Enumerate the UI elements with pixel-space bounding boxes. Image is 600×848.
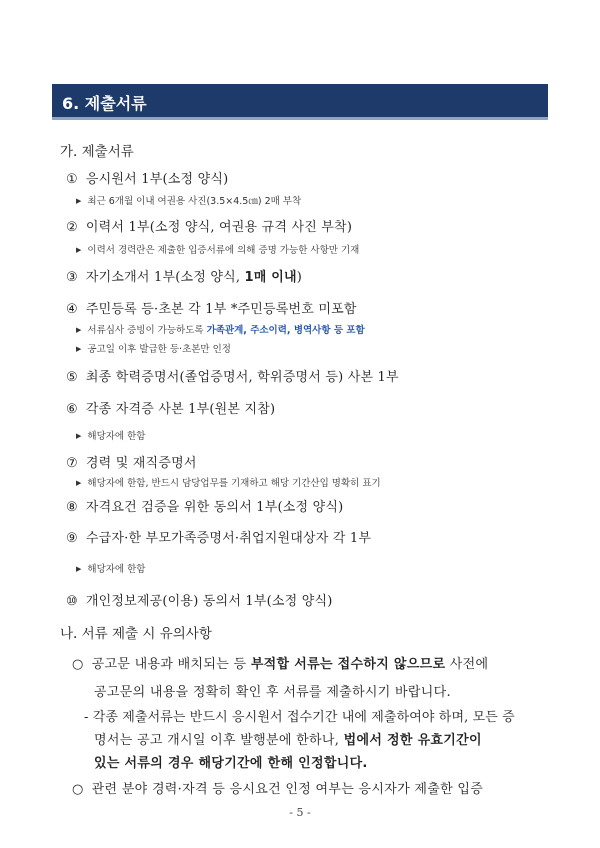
note xyxy=(76,341,231,355)
note-text: 해당자에 한함 xyxy=(87,564,146,575)
note-text: 해당자에 한함, 반드시 담당업무를 기재하고 해당 기간산입 명확히 표기 xyxy=(87,478,381,489)
para-line: 공고문의 내용을 정확히 확인 후 서류를 제출하시기 바랍니다. xyxy=(94,685,451,700)
note xyxy=(76,561,145,575)
item-number: ② xyxy=(66,220,78,235)
item-text: 경력 및 재직증명서 xyxy=(85,456,197,471)
note-text: 이력서 경력란은 제출한 입증서류에 의해 증명 가능한 사항만 기재 xyxy=(87,245,360,256)
list-item xyxy=(66,266,302,285)
bullet-paragraph xyxy=(72,653,488,672)
triangle-bullet-icon: ▶ xyxy=(76,197,82,205)
part-b-heading: 나. 서류 제출 시 유의사항 xyxy=(60,626,212,642)
item-text: 자격요건 검증을 위한 동의서 1부(소정 양식) xyxy=(85,500,344,515)
item-number: ⑧ xyxy=(66,500,78,515)
para-text: 사전에 xyxy=(445,657,489,672)
item-number: ⑨ xyxy=(66,531,78,546)
item-number: ③ xyxy=(66,270,78,285)
item-text: 각종 자격증 사본 1부(원본 지참) xyxy=(85,402,276,417)
item-text: 응시원서 1부(소정 양식) xyxy=(85,172,229,187)
list-item xyxy=(66,590,333,609)
circle-bullet-icon: ○ xyxy=(72,782,84,797)
triangle-bullet-icon: ▶ xyxy=(76,246,82,254)
item-text: 수급자·한 부모가족증명서·취업지원대상자 각 1부 xyxy=(85,531,372,546)
dash-line-bold: 있는 서류의 경우 해당기간에 한해 인정합니다. xyxy=(94,756,368,771)
item-number: ① xyxy=(66,172,78,187)
item-number: ⑦ xyxy=(66,456,78,471)
item-number: ④ xyxy=(66,302,78,317)
item-text: 개인정보제공(이용) 동의서 1부(소정 양식) xyxy=(85,594,333,609)
note xyxy=(76,242,359,256)
list-item xyxy=(66,452,197,471)
para-emphasis: 부적합 서류는 접수하지 않으므로 xyxy=(250,657,446,672)
triangle-bullet-icon: ▶ xyxy=(76,479,82,487)
note xyxy=(76,322,365,336)
triangle-bullet-icon: ▶ xyxy=(76,326,82,334)
page-number: - 5 - xyxy=(289,806,311,819)
item-emphasis: 1매 이내 xyxy=(244,270,297,285)
item-number: ⑤ xyxy=(66,370,78,385)
dash-line: - 각종 제출서류는 반드시 응시원서 접수기간 내에 제출하여야 하며, 모든 증 xyxy=(84,710,515,725)
dash-line xyxy=(94,729,482,748)
para-text: 공고문 내용과 배치되는 등 xyxy=(91,657,251,672)
triangle-bullet-icon: ▶ xyxy=(76,345,82,353)
list-item xyxy=(66,216,352,235)
section-title: 6. 제출서류 xyxy=(62,94,147,113)
circle-bullet-icon: ○ xyxy=(72,657,84,672)
note-highlight: 가족관계, 주소이력, 병역사항 등 포함 xyxy=(206,325,365,336)
list-item xyxy=(66,366,399,385)
item-text: 주민등록 등·초본 각 1부 *주민등록번호 미포함 xyxy=(85,302,357,317)
note-text: 서류심사 증빙이 가능하도록 xyxy=(87,325,207,336)
list-item xyxy=(66,527,371,546)
triangle-bullet-icon: ▶ xyxy=(76,432,82,440)
item-text: 최종 학력증명서(졸업증명서, 학위증명서 등) 사본 1부 xyxy=(85,370,399,385)
note-text: 공고일 이후 발급한 등·초본만 인정 xyxy=(87,344,231,355)
note xyxy=(76,193,301,207)
item-text: 이력서 1부(소정 양식, 여권용 규격 사진 부착) xyxy=(85,220,353,235)
triangle-bullet-icon: ▶ xyxy=(76,565,82,573)
note-text: 최근 6개월 이내 여권용 사진(3.5×4.5㎝) 2매 부착 xyxy=(87,196,302,207)
part-a-heading: 가. 제출서류 xyxy=(60,144,134,160)
para-text: 관련 분야 경력·자격 등 응시요건 인정 여부는 응시자가 제출한 입증 xyxy=(91,782,484,797)
list-item xyxy=(66,496,343,515)
list-item xyxy=(66,298,357,317)
bullet-paragraph xyxy=(72,778,483,797)
item-number: ⑥ xyxy=(66,402,78,417)
note-text: 해당자에 한함 xyxy=(87,431,146,442)
item-number: ⑩ xyxy=(66,594,78,609)
para-text: 명서는 공고 개시일 이후 발행분에 한하나, xyxy=(94,733,344,748)
item-text-end: ) xyxy=(296,270,303,285)
note xyxy=(76,428,145,442)
list-item xyxy=(66,168,228,187)
item-text: 자기소개서 1부(소정 양식, xyxy=(85,270,245,285)
para-emphasis: 법에서 정한 유효기간이 xyxy=(343,733,482,748)
list-item xyxy=(66,398,275,417)
note xyxy=(76,475,381,489)
